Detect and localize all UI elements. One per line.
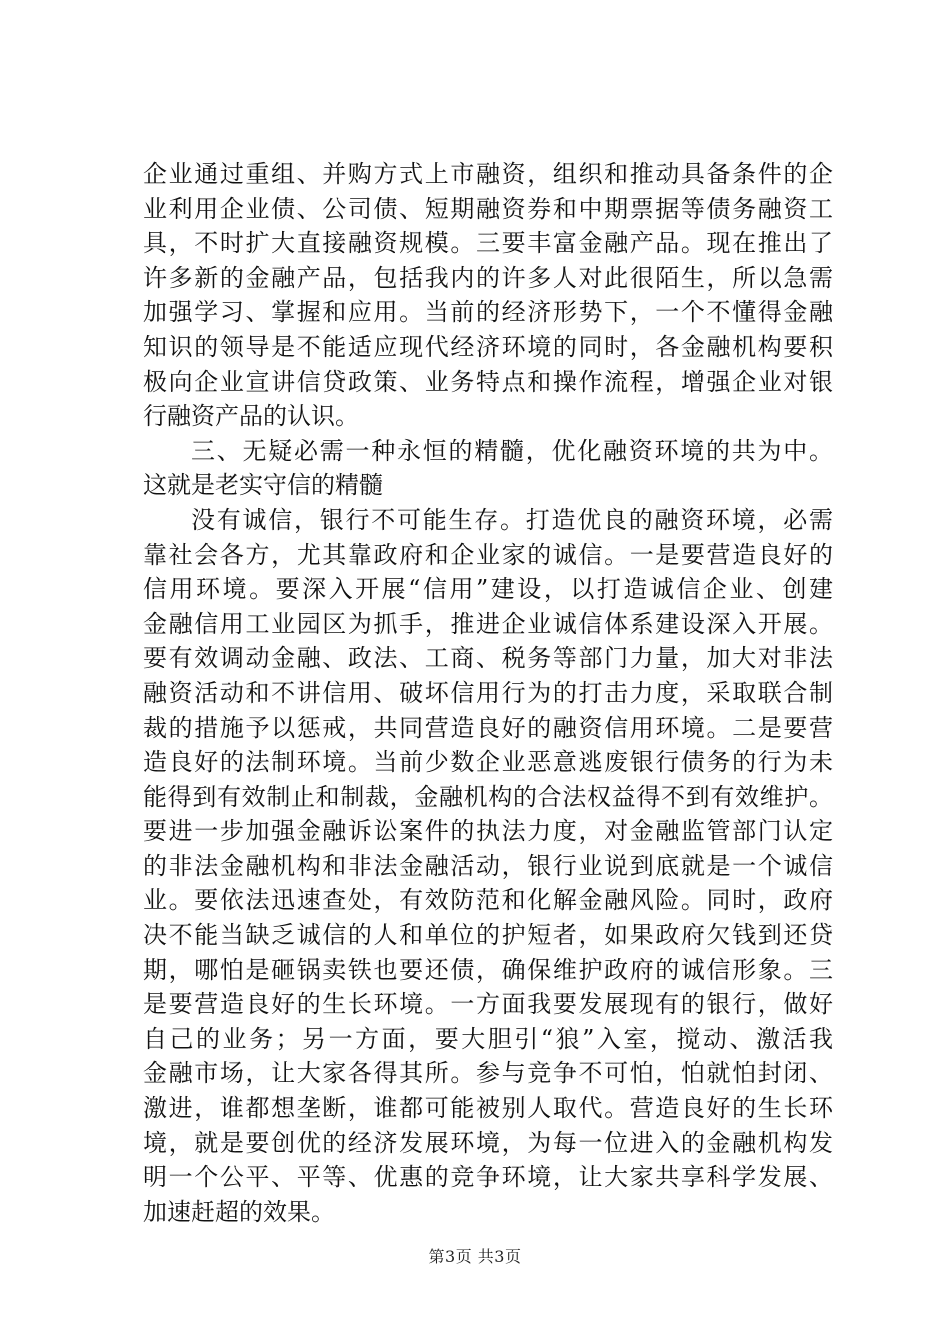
document-body	[143, 157, 833, 1229]
text-line: 融资活动和不讲信用、破坏信用行为的打击力度，采取联合制	[143, 678, 833, 707]
text-line: 激进，谁都想垄断，谁都可能被别人取代。营造良好的生长环	[143, 1094, 833, 1123]
text-line: 金融市场，让大家各得其所。参与竞争不可怕，怕就怕封闭、	[143, 1059, 833, 1088]
text-line: 靠社会各方，尤其靠政府和企业家的诚信。一是要营造良好的	[143, 540, 833, 569]
text-line: 的非法金融机构和非法金融活动，银行业说到底就是一个诚信	[143, 851, 833, 880]
text-line: 没有诚信，银行不可能生存。打造优良的融资环境，必需	[191, 505, 833, 534]
text-line: 决不能当缺乏诚信的人和单位的护短者，如果政府欠钱到还贷	[143, 921, 833, 950]
text-line: 业利用企业债、公司债、短期融资券和中期票据等债务融资工	[143, 194, 833, 223]
text-line: 许多新的金融产品，包括我内的许多人对此很陌生，所以急需	[143, 263, 833, 292]
text-line: 企业通过重组、并购方式上市融资，组织和推动具备条件的企	[143, 160, 833, 188]
text-line: 能得到有效制止和制裁，金融机构的合法权益得不到有效维护。	[143, 782, 833, 811]
text-line: 加速赶超的效果。	[143, 1197, 335, 1226]
text-line: 要进一步加强金融诉讼案件的执法力度，对金融监管部门认定	[143, 817, 833, 846]
text-line: 业。要依法迅速查处，有效防范和化解金融风险。同时，政府	[143, 886, 833, 915]
text-line: 明一个公平、平等、优惠的竞争环境，让大家共享科学发展、	[143, 1163, 833, 1192]
text-line: 极向企业宣讲信贷政策、业务特点和操作流程，增强企业对银	[143, 367, 833, 396]
text-line: 金融信用工业园区为抓手，推进企业诚信体系建设深入开展。	[143, 609, 833, 638]
text-line: 是要营造良好的生长环境。一方面我要发展现有的银行，做好	[143, 990, 833, 1019]
text-line: 加强学习、掌握和应用。当前的经济形势下，一个不懂得金融	[143, 298, 833, 327]
text-line: 期，哪怕是砸锅卖铁也要还债，确保维护政府的诚信形象。三	[143, 955, 833, 984]
text-line: 具，不时扩大直接融资规模。三要丰富金融产品。现在推出了	[143, 229, 833, 258]
text-line: 要有效调动金融、政法、工商、税务等部门力量，加大对非法	[143, 644, 833, 673]
text-line: 信用环境。要深入开展“信用”建设，以打造诚信企业、创建	[143, 575, 833, 604]
text-line: 裁的措施予以惩戒，共同营造良好的融资信用环境。二是要营	[143, 713, 833, 742]
section-heading-line: 三、无疑必需一种永恒的精髓，优化融资环境的共为中。	[191, 436, 833, 465]
text-line: 知识的领导是不能适应现代经济环境的同时，各金融机构要积	[143, 332, 833, 361]
text-line: 境，就是要创优的经济发展环境，为每一位进入的金融机构发	[143, 1128, 833, 1157]
text-line: 造良好的法制环境。当前少数企业恶意逃废银行债务的行为未	[143, 748, 833, 777]
text-line: 自己的业务；另一方面，要大胆引“狼”入室，搅动、激活我	[143, 1024, 833, 1053]
page-number-footer: 第3页 共3页	[428, 1247, 522, 1266]
section-heading-line: 这就是老实守信的精髓	[143, 471, 383, 500]
text-line: 行融资产品的认识。	[143, 402, 359, 431]
